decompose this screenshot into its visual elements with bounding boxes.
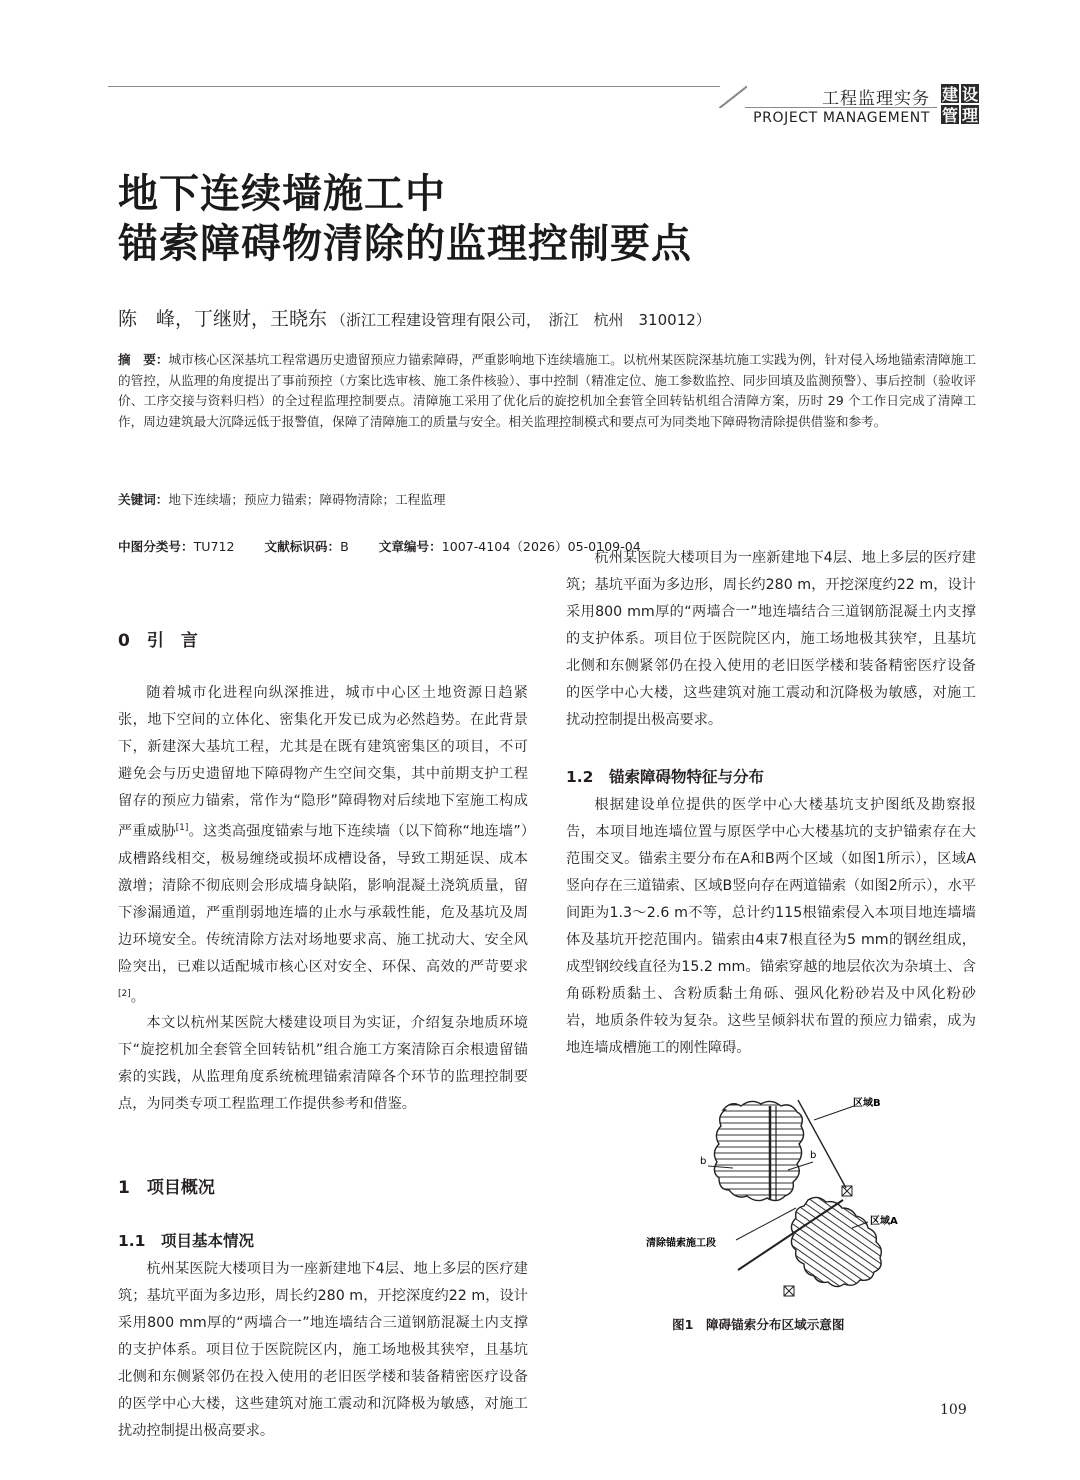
logo-char: 建 — [941, 85, 958, 104]
author-line — [118, 304, 711, 331]
section-1-1-heading: 1.1 项目基本情况 — [118, 1232, 254, 1250]
section-0-paragraph-1 — [118, 680, 528, 1011]
zone-a-outline — [791, 1197, 881, 1286]
header-rule-diagonal — [719, 86, 747, 108]
paragraph-text: 随着城市化进程向纵深推进，城市中心区土地资源日趋紧张，地下空间的立体化、密集化开发已成为必然趋势。在此背景下，新建深大基坑工程，尤其是在既有建筑密集区的项目，不可避免会与历史遗留地下障碍物产生空间交集，其中前期支护工程留存的预应力锚索，常作为“隐形”障碍物对后续地下室施工构成严重威胁 — [118, 685, 528, 840]
journal-logo — [940, 83, 980, 125]
section-1-heading: 1 项目概况 — [118, 1178, 215, 1198]
crossed-marker — [842, 1186, 852, 1196]
dimension-label-b: b — [700, 1156, 707, 1167]
paragraph-text: 。这类高强度锚索与地下连续墙（以下简称“地连墙”）成槽路线相交，极易缠绕或损坏成槽设备，导致工期延误、成本激增；清除不彻底则会形成墙身缺陷，影响混凝土浇筑质量，留下渗漏通道，严重削弱地连墙的止水与承载性能，危及基坑及周边环境安全。传统清除方法对场地要求高、施工扰动大、安全风险突出，已难以适配城市核心区对安全、环保、高效的严苛要求 — [118, 823, 528, 975]
abstract-text: 城市核心区深基坑工程常遇历史遗留预应力锚索障碍，严重影响地下连续墙施工。以杭州某医院深基坑施工实践为例，针对侵入场地锚索清障施工的管控，从监理的角度提出了事前预控（方案比选审核、施工条件核验）、事中控制（精准定位、施工参数监控、同步回填及监测预警）、事后控制（验收评价、工序交接与资料归档）的全过程监理控制要点。清障施工采用了优化后的旋挖机加全套管全回转钻机组合清障方案，历时 29 个工作日完成了清障工作，周边建筑最大沉降远低于报警值，保障了清障施工的质量与安全。相关监理控制模式和要点可为同类地下障碍物清除提供借鉴和参考。 — [118, 352, 977, 429]
header-section-cn: 工程监理实务 — [822, 89, 930, 109]
clc-code — [118, 536, 235, 555]
header-rule-left — [108, 86, 720, 87]
paragraph-text: 。 — [130, 989, 145, 1006]
logo-char: 设 — [961, 85, 978, 104]
citation-ref: [2] — [118, 988, 131, 999]
logo-char: 管 — [941, 106, 958, 125]
section-1-1-paragraph-start — [118, 1256, 528, 1439]
section-1-2-heading: 1.2 锚索障碍物特征与分布 — [566, 768, 764, 786]
doc-label: 文献标识码： — [264, 539, 341, 554]
zone-b-label: 区域B — [853, 1098, 881, 1109]
author-affiliation: （浙江工程建设管理有限公司， 浙江 杭州 310012） — [331, 311, 711, 329]
doc-value: B — [340, 539, 349, 554]
clc-value: TU712 — [193, 539, 235, 554]
citation-ref: [1] — [175, 823, 189, 833]
keywords-text: 地下连续墙；预应力锚索；障碍物清除；工程监理 — [168, 492, 446, 507]
abstract — [118, 350, 976, 432]
classification-row — [118, 536, 641, 555]
zone-b-outline — [714, 1101, 803, 1200]
section-0-paragraph-2: 本文以杭州某医院大楼建设项目为实证，介绍复杂地质环境下“旋挖机加全套管全回转钻机”组合施工方案清除百余根遗留锚索的实践，从监理角度系统梳理锚索清障各个环节的监理控制要点，为同类专项工程监理工作提供参考和借鉴。 — [118, 1015, 528, 1112]
keywords-label: 关键词： — [118, 492, 169, 507]
art-label: 文章编号： — [378, 539, 442, 554]
art-value: 1007-4104（2026）05-0109-04 — [441, 539, 641, 554]
section-1-2-paragraph: 根据建设单位提供的医学中心大楼基坑支护图纸及勘察报告，本项目地连墙位置与原医学中心大楼基坑的支护锚索存在大范围交叉。锚索主要分布在A和B两个区域（如图1所示），区域A竖向存在三道锚索、区域B竖向存在两道锚索（如图2所示），水平间距为1.3～2.6 m不等，总计约115根锚索侵入本项目地连墙墙体及基坑开挖范围内。锚索由4束7根直径为5 mm的钢丝组成，成型钢绞线直径为15.2 mm。锚索穿越的地层依次为杂填土、含角砾粉质黏土、含粉质黏土角砾、强风化粉砂岩及中风化粉砂岩，地质条件较为复杂。这些呈倾斜状布置的预应力锚索，成为地连墙成槽施工的刚性障碍。 — [566, 797, 976, 1056]
page-number: 109 — [940, 1402, 967, 1418]
paragraph-text: 杭州某医院大楼项目为一座新建地下4层、地上多层的医疗建筑；基坑平面为多边形，周长约280 m，开挖深度约22 m，设计采用800 mm厚的“两墙合一”地连墙结合三道钢筋混凝土内支撑的支护体系。项目位于医院院区内，施工场地极其狭窄，且基坑北侧和东侧紧邻仍在投入使用的老旧医学楼和装备精密医疗设备的医学中心大楼，这些建筑对施工震动和沉降极为敏感，对施工扰动控制提出极高要求。 — [118, 1261, 528, 1439]
clc-label: 中图分类号： — [118, 539, 194, 554]
clearing-section-label: 清除锚索施工段 — [646, 1238, 716, 1249]
paragraph-continuation: 杭州某医院大楼项目为一座新建地下4层、地上多层的医疗建筑；基坑平面为多边形，周长约280 m，开挖深度约22 m，设计采用800 mm厚的“两墙合一”地连墙结合三道钢筋混凝土内支撑的支护体系。项目位于医院院区内，施工场地极其狭窄，且基坑北侧和东侧紧邻仍在投入使用的老旧医学楼和装备精密医疗设备的医学中心大楼，这些建筑对施工震动和沉降极为敏感，对施工扰动控制提出极高要求。 — [566, 550, 976, 728]
section-0-heading: 0 引 言 — [118, 631, 198, 651]
crossed-marker — [784, 1286, 794, 1296]
logo-char: 理 — [961, 106, 978, 125]
dimension-label-b: b — [810, 1150, 817, 1161]
abstract-label: 摘 要： — [118, 352, 169, 367]
header-section-en: PROJECT MANAGEMENT — [753, 110, 930, 126]
section-1-1-paragraph-continued — [566, 550, 976, 734]
article-title-line1: 地下连续墙施工中 — [118, 171, 446, 217]
figure-caption: 图1 障碍锚索分布区域示意图 — [672, 1317, 845, 1332]
author-names: 陈 峰，丁继财，王晓东 — [118, 308, 328, 330]
document-code — [265, 536, 349, 555]
figure-anchor-zones — [638, 1090, 958, 1312]
keywords — [118, 489, 445, 508]
article-title-line2: 锚索障碍物清除的监理控制要点 — [118, 221, 692, 267]
zone-a-label: 区域A — [870, 1216, 898, 1227]
